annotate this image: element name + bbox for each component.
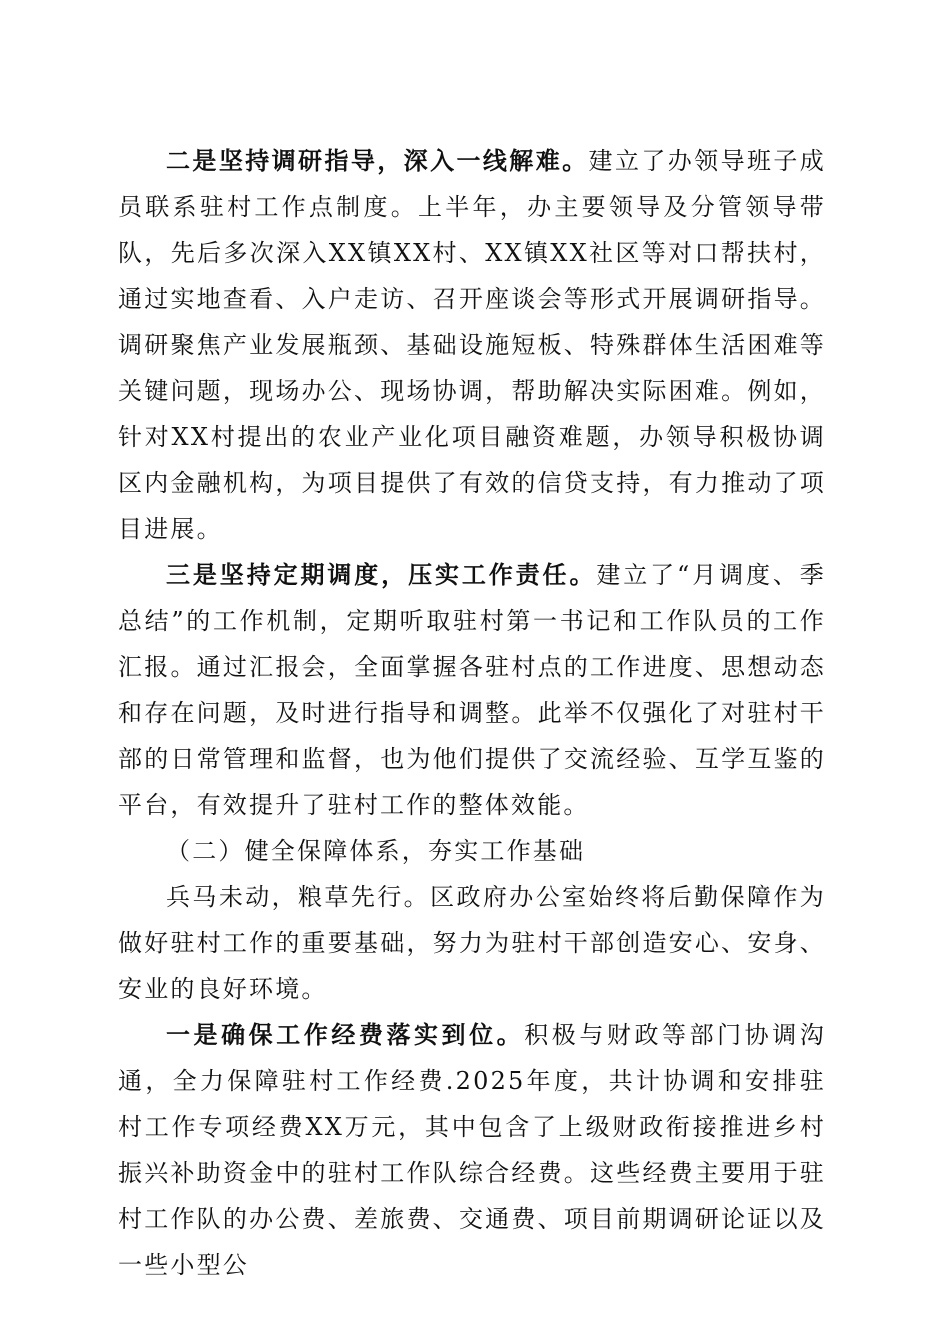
paragraph-funding [118,1012,826,1288]
paragraph-text: 积极与财政等部门协调沟通，全力保障驻村工作经费.2025年度，共计协调和安排驻村工作专项经费XX万元，其中包含了上级财政衔接推进乡村振兴补助资金中的驻村工作队综合经费。这些经费主要用于驻村工作队的办公费、差旅费、交通费、项目前期调研论证以及一些小型公 [118,1021,826,1279]
paragraph-text: 兵马未动，粮草先行。区政府办公室始终将后勤保障作为做好驻村工作的重要基础，努力为驻村干部创造安心、安身、安业的良好环境。 [118,883,826,1003]
paragraph-text: 建立了“月调度、季总结”的工作机制，定期听取驻村第一书记和工作队员的工作汇报。通过汇报会，全面掌握各驻村点的工作进度、思想动态和存在问题，及时进行指导和调整。此举不仅强化了对驻村干部的日常管理和监督，也为他们提供了交流经验、互学互鉴的平台，有效提升了驻村工作的整体效能。 [118,561,827,819]
paragraph-lead: 三是坚持定期调度，压实工作责任。 [166,560,597,589]
section-heading: （二）健全保障体系，夯实工作基础 [166,837,586,865]
paragraph-text: 建立了办领导班子成员联系驻村工作点制度。上半年，办主要领导及分管领导带队，先后多次深入XX镇XX村、XX镇XX社区等对口帮扶村，通过实地查看、入户走访、召开座谈会等形式开展调研指导。调研聚焦产业发展瓶颈、基础设施短板、特殊群体生活困难等关键问题，现场办公、现场协调，帮助解决实际困难。例如，针对XX村提出的农业产业化项目融资难题，办领导积极协调区内金融机构，为项目提供了有效的信贷支持，有力推动了项目进展。 [118,147,826,543]
paragraph-regular-scheduling [118,552,826,828]
document-body [118,138,826,1288]
paragraph-lead: 二是坚持调研指导，深入一线解难。 [166,146,589,175]
paragraph-logistics-intro [118,874,826,1012]
paragraph-lead: 一是确保工作经费落实到位。 [166,1020,525,1049]
paragraph-research-guidance [118,138,826,552]
